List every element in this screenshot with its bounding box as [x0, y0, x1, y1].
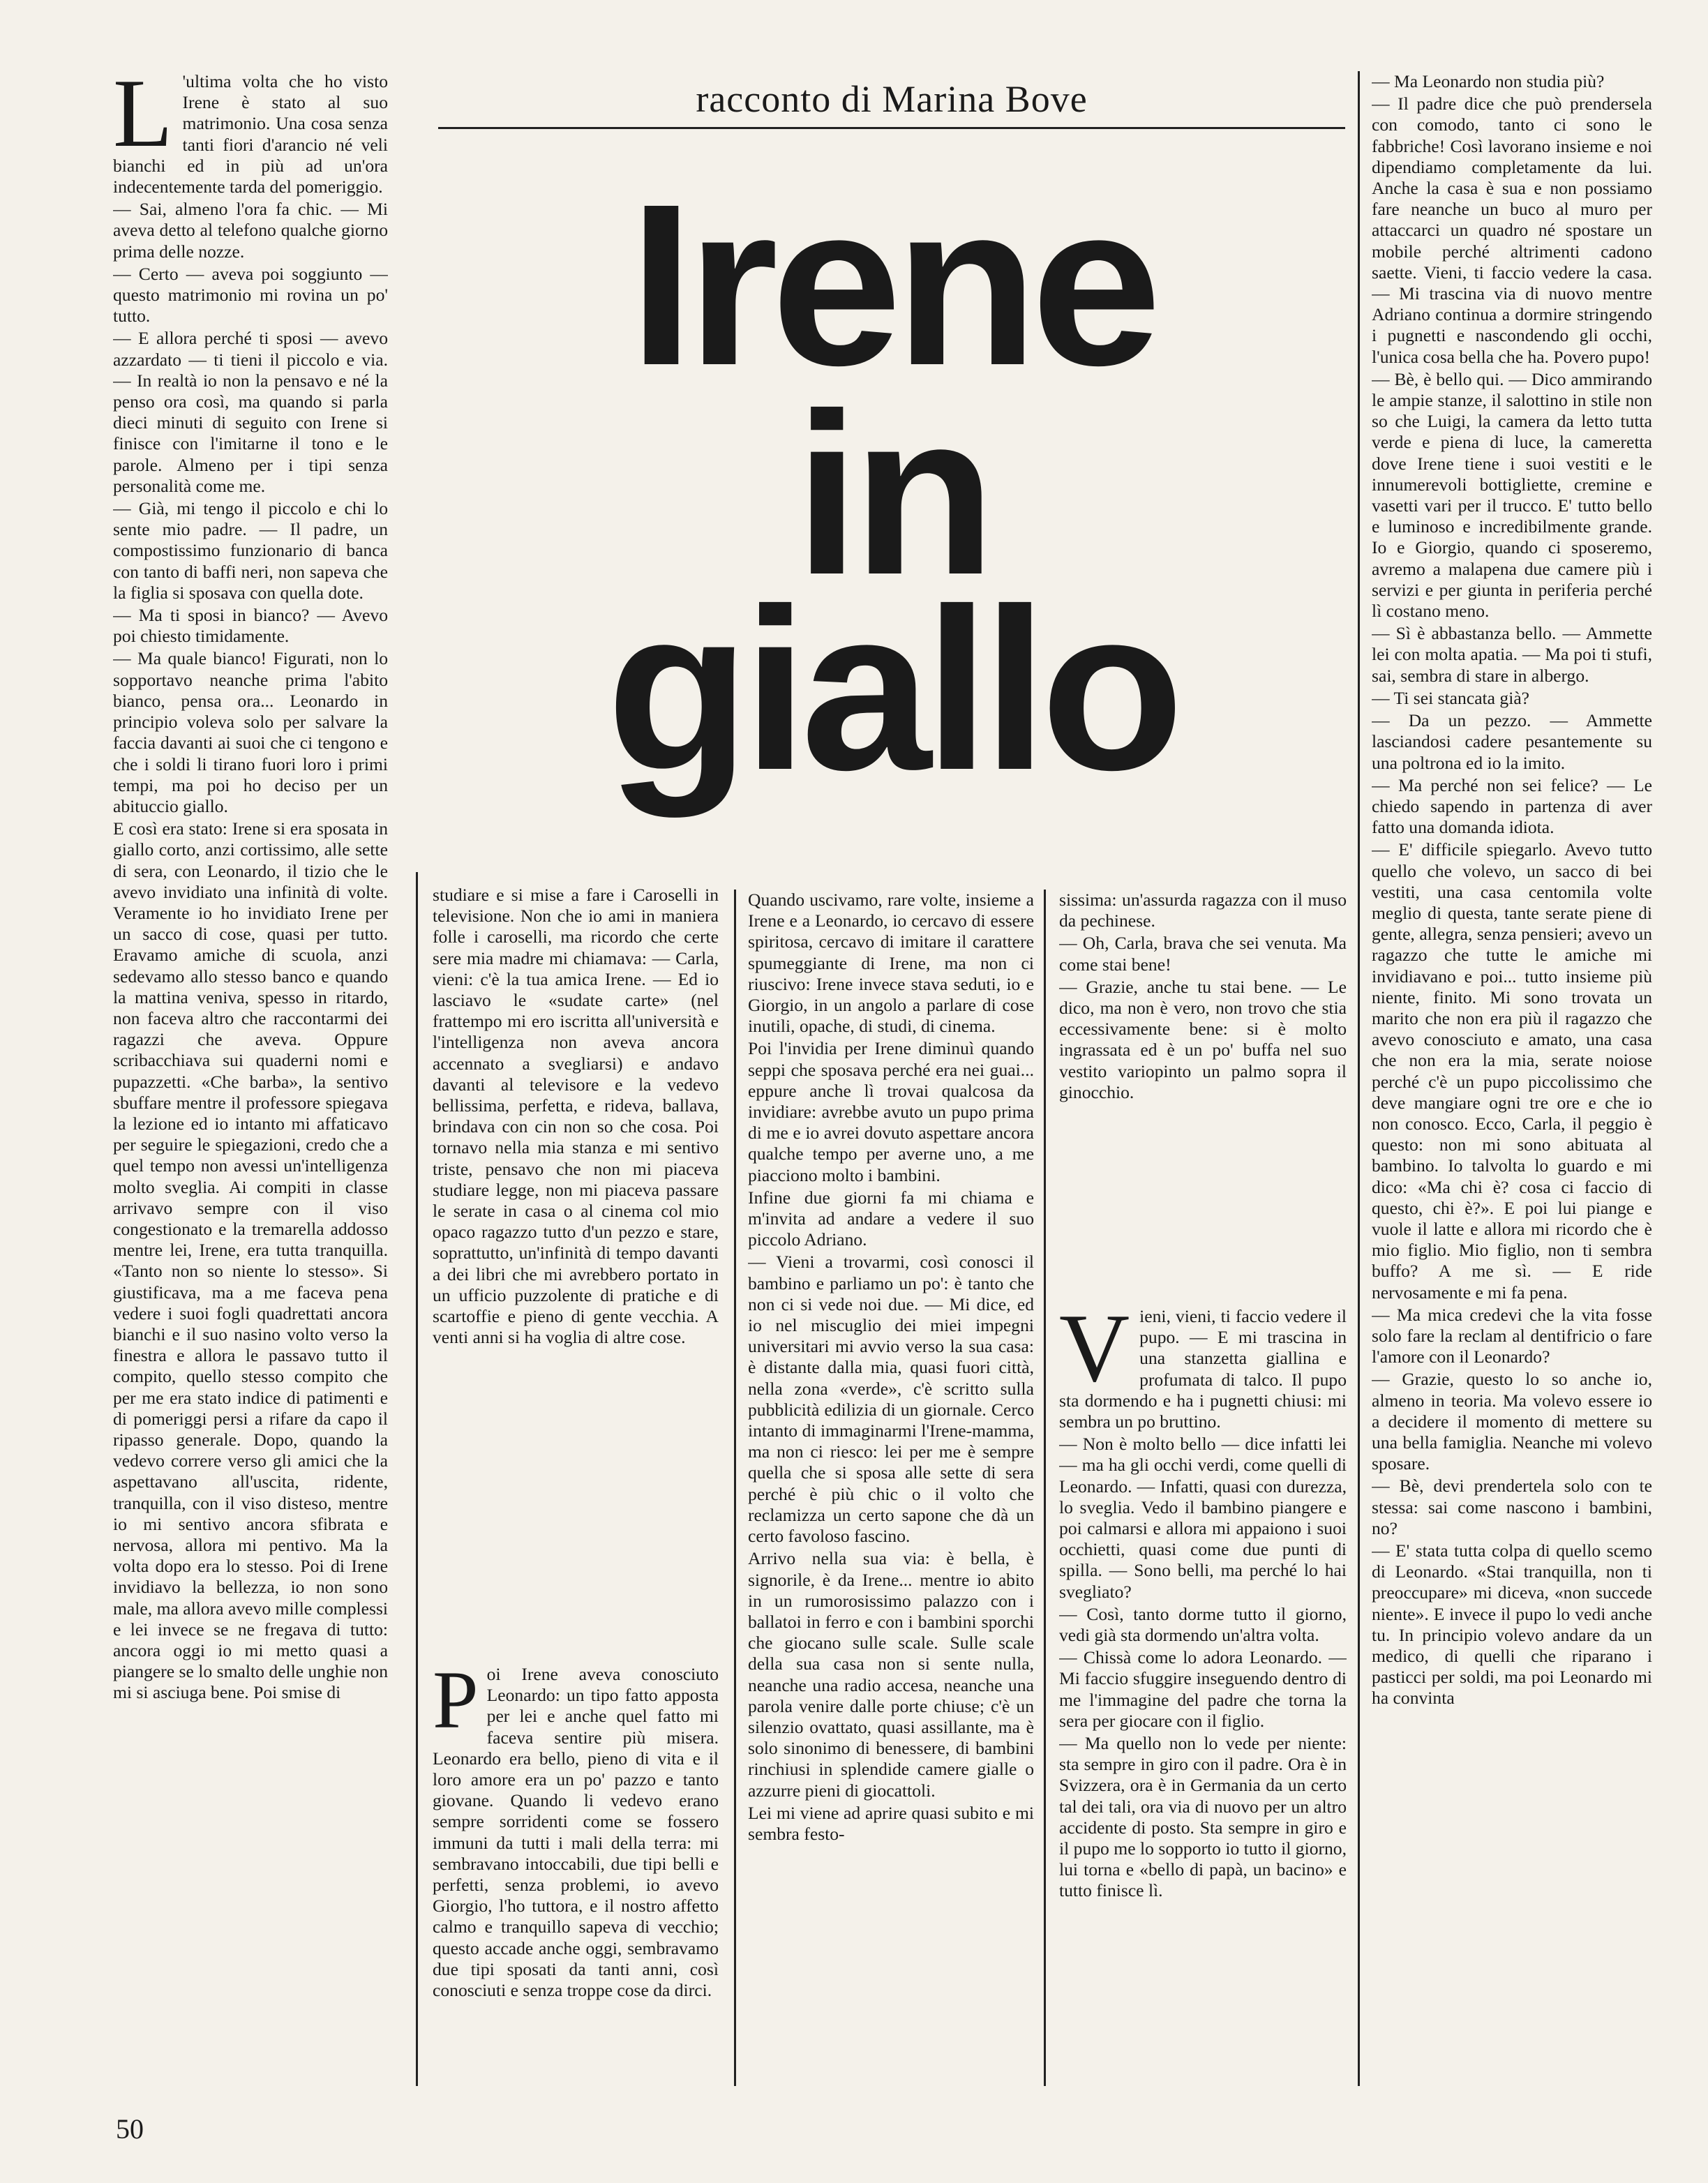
paragraph: — Certo — aveva poi soggiunto — questo matrimonio mi rovina un po' tutto.: [113, 263, 388, 327]
paragraph: — Ma quello non lo vede per niente: sta sempre in giro con il padre. Ora è in Svizzera, ora è in Germania da un certo tal dei tali, ora via di nuovo per un altro accidente di posto. Sta sempre in giro e il pupo me lo sopporto io tutto il giorno, lui torna e «bello di papà, un bacino» e tutto finisce lì.: [1059, 1733, 1347, 1901]
paragraph: — Il padre dice che può prendersela con comodo, tanto ci sono le fabbriche! Così lavorano insieme e noi dipendiamo completamente da lui. Anche la casa è sua e non possiamo fare neanche un buco al muro per attaccarci un quadro né spostare un mobile perché altrimenti cadono saette. Vieni, ti faccio vedere la casa. — Mi trascina via di nuovo mentre Adriano continua a dormire stringendo i pugnetti e nascondendo gli occhi, l'unica cosa bella che ha. Povero pupo!: [1372, 93, 1652, 367]
paragraph: studiare e si mise a fare i Caroselli in televisione. Non che io ami in maniera folle i caroselli, ma ricordo che certe sere mia madre mi chiamava: — Carla, vieni: c'è la tua amica Irene. — Ed io lasciavo le «sudate carte» (nel frattempo mi ero iscritta all'università e l'intelligenza non aveva ancora accennato a svegliarsi) e andavo davanti al televisore e la vedevo bellissima, perfetta, e rideva, ballava, brindava con cin non so che cosa. Poi tornavo nella mia stanza e mi sentivo triste, pensavo che non mi piaceva studiare legge, non mi piaceva passare le serate in casa o al cinema col mio opaco ragazzo tutto d'un pezzo e stare, soprattutto, un'infinità di tempo davanti a dei libri che mi avrebbero portato in un ufficio puzzolente di pratiche e di scartoffie e pieno di gente vecchia. A venti anni si ha voglia di altre cose.: [433, 885, 719, 1348]
paragraph: — Ma quale bianco! Figurati, non lo sopportavo neanche prima l'abito bianco, pensa ora... Leonardo in principio voleva solo per salvare la faccia davanti ai suoi che ci tengono e che i soldi li tirano fuori loro i primi tempi, ma poi ho deciso per un abituccio giallo.: [113, 648, 388, 816]
byline: racconto di Marina Bove: [438, 71, 1345, 129]
paragraph: — Bè, devi prendertela solo con te stessa: sai come nascono i bambini, no?: [1372, 1476, 1652, 1538]
paragraph: — Vieni a trovarmi, così conosci il bambino e parliamo un po': è tanto che non ci si vede noi due. — Mi dice, ed io nel miscuglio dei miei impegni universitari mi avvio verso la sua casa: è distante dalla mia, quasi fuori città, nella zona «verde», c'è scritto sulla pubblicità edilizia di un giornale. Cerco intanto di immaginarmi l'Irene-mamma, ma non ci riesco: lei per me è sempre quella che si sposa alle sette di sera perché è più chic o il volto che reclamizza un certo sapone che dà un certo favoloso fascino.: [748, 1252, 1034, 1547]
paragraph: Infine due giorni fa mi chiama e m'invita ad andare a vedere il suo piccolo Adriano.: [748, 1187, 1034, 1250]
paragraph: Poi l'invidia per Irene diminuì quando seppi che sposava perché era nei guai... eppure anche lì trovai qualcosa da invidiare: avrebbe avuto un pupo prima di me e io avrei dovuto aspettare ancora qualche tempo per averne uno, a me piacciono molto i bambini.: [748, 1038, 1034, 1185]
paragraph: — Bè, è bello qui. — Dico ammirando le ampie stanze, il salottino in stile non so che Luigi, la camera da letto tutta verde e piena di luce, la cameretta dove Irene tiene i suoi vestiti e le innumerevoli bottigliette, cremine e vasetti vari per il trucco. E' tutto bello e luminoso e incredibilmente grande. Io e Giorgio, quando ci sposeremo, avremo a malapena due camere più i servizi e per giunta in periferia perché lì costano meno.: [1372, 368, 1652, 622]
page-number: 50: [116, 2113, 144, 2145]
column-1: [113, 71, 388, 2084]
paragraph: Quando uscivamo, rare volte, insieme a Irene e a Leonardo, io cercavo di essere spiritosa, cercavo di imitare il carattere spumeggiante di Irene, ma non ci riuscivo: Irene invece stava seduti, io e Giorgio, in un angolo a parlare di cose inutili, opache, di studi, di cinema.: [748, 890, 1034, 1037]
paragraph: — Ma perché non sei felice? — Le chiedo sapendo in partenza di aver fatto una domanda idiota.: [1372, 774, 1652, 838]
column-2-lower: [433, 1664, 719, 2084]
paragraph: ieni, vieni, ti faccio vedere il pupo. — E mi trascina in una stanzetta giallina e profumata di talco. Il pupo sta dormendo e ha i pugnetti chiusi: mi sembra un po bruttino.: [1059, 1306, 1347, 1432]
column-rule: [416, 872, 418, 2086]
paragraph: — Sai, almeno l'ora fa chic. — Mi aveva detto al telefono qualche giorno prima delle nozze.: [113, 199, 388, 262]
paragraph: — Ma ti sposi in bianco? — Avevo poi chiesto timidamente.: [113, 605, 388, 647]
paragraph: 'ultima volta che ho visto Irene è stato al suo matrimonio. Una cosa senza tanti fiori d'arancio né veli bianchi ed in più ad un'ora indecentemente tarda del pomeriggio.: [113, 71, 388, 197]
dropcap-v: V: [1059, 1306, 1130, 1402]
paragraph: Lei mi viene ad aprire quasi subito e mi sembra festo-: [748, 1802, 1034, 1844]
dropcap-l: L: [113, 71, 173, 167]
column-4-lower: [1059, 1306, 1347, 2084]
column-3: [748, 890, 1034, 2084]
column-rule: [1358, 71, 1360, 2086]
paragraph: — Grazie, questo lo so anche io, almeno in teoria. Ma volevo essere io a decidere il momento di mettere su una bella famiglia. Neanche mi volevo sposare.: [1372, 1369, 1652, 1474]
paragraph: — Oh, Carla, brava che sei venuta. Ma come stai bene!: [1059, 933, 1347, 975]
paragraph: — E allora perché ti sposi — avevo azzardato — ti tieni il piccolo e via. — In realtà io non la pensavo e né la penso ora così, ma quando si parla dieci minuti di seguito con Irene si finisce con l'imitarne il tono e le parole. Almeno per i tipi senza personalità come me.: [113, 328, 388, 496]
paragraph: — Chissà come lo adora Leonardo. — Mi faccio sfuggire inseguendo dentro di me l'immagine del padre che torna la sera per giocare con il figlio.: [1059, 1647, 1347, 1731]
paragraph: — Già, mi tengo il piccolo e chi lo sente mio padre. — Il padre, un compostissimo funzionario di banca con tanto di baffi neri, non sapeva che la figlia si sposava con quella dote.: [113, 498, 388, 603]
paragraph: E così era stato: Irene si era sposata in giallo corto, anzi cortissimo, alle sette di sera, con Leonardo, il tizio che le avevo invidiato una infinità di volte. Veramente io ho invidiato Irene per un sacco di cose, quasi per tutto. Eravamo amiche di scuola, anzi sedevamo allo stesso banco e quando la mattina veniva, spesso in ritardo, non faceva altro che raccontarmi dei ragazzi che aveva. Oppure scribacchiava sui quaderni nomi e pupazzetti. «Che barba», la sentivo sbuffare mentre il professore spiegava la lezione ed io intanto mi affaticavo per seguire le spiegazioni, credo che a quel tempo non avessi un'intelligenza molto sveglia. Ai compiti in classe arrivavo sempre con il viso congestionato e la tremarella addosso mentre lei, Irene, era tutta tranquilla. «Tanto non so niente lo stesso». Si giustificava, ma a me faceva pena vedere i suoi fogli quadrettati ancora bianchi e il suo nasino volto verso la finestra e allora le passavo tutto il compito, quello stesso compito che per me era stato indice di patimenti e di pomeriggi persi a rifare da capo il ripasso generale. Dopo, quando la vedevo correre verso gli amici che la aspettavano all'uscita, ridente, tranquilla, con il viso disteso, mentre io mi sentivo ancora sfibrata e nervosa, allora mi pentivo. Ma la volta dopo era lo stesso. Poi di Irene invidiavo la bellezza, io non sono male, ma allora avevo mille complessi e lei invece se ne fregava di tutto: ancora oggi io mi metto quasi a piangere se lo smalto delle unghie non mi si asciuga bene. Poi smise di: [113, 818, 388, 1703]
column-rule: [734, 890, 736, 2086]
paragraph: — E' stata tutta colpa di quello scemo di Leonardo. «Stai tranquilla, non ti preoccupare» mi diceva, «non succede niente». E invece il pupo lo vedi anche tu. In principio volevo andare da un medico, di quelli che riparano i pasticci per soldi, ma poi Leonardo mi ha convinta: [1372, 1540, 1652, 1709]
paragraph: sissima: un'assurda ragazza con il muso da pechinese.: [1059, 890, 1347, 931]
paragraph: oi Irene aveva conosciuto Leonardo: un tipo fatto apposta per lei e anche quel fatto mi faceva sentire più misera. Leonardo era bello, pieno di vita e il loro amore era un po' pazzo e tanto giovane. Quando li vedevo erano sempre sorridenti come se fossero immuni da tutti i mali della terra: mi sembravano intoccabili, due tipi belli e perfetti, senza problemi, io avevo Giorgio, l'ho tuttora, e il nostro affetto calmo e tranquillo sapeva di vecchio; questo accade anche oggi, sembravamo due tipi sposati da tanti anni, così conosciuti e senza troppe cose da dirci.: [433, 1664, 719, 2001]
paragraph: — Grazie, anche tu stai bene. — Le dico, ma non è vero, non trovo che stia eccessivamente bene: si è molto ingrassata ed è un po' buffa nel suo vestito variopinto un palmo sopra il ginocchio.: [1059, 976, 1347, 1102]
paragraph: — Sì è abbastanza bello. — Ammette lei con molta apatia. — Ma poi ti stufi, sai, sembra di stare in albergo.: [1372, 623, 1652, 686]
dropcap-p: P: [433, 1664, 479, 1746]
title-line-1: Irene: [629, 156, 1155, 413]
column-2: [433, 885, 719, 1718]
paragraph: Arrivo nella sua via: è bella, è signorile, è da Irene... mentre io abito in un rumorosissimo palazzo con i ballatoi in ferro e con i bambini sporchi che giocano sulle scale. Sulle scale della sua casa non si sente nulla, neanche una radio accesa, neanche una parola venire dalle porte chiuse; c'è un silenzio ovattato, quasi assillante, ma è solo sinonimo di benessere, di bambini rinchiusi in splendide camere gialle o azzurre pieni di giocattoli.: [748, 1548, 1034, 1801]
title-line-2: in: [794, 365, 989, 622]
paragraph: — Ma mica credevi che la vita fosse solo fare la reclam al dentifricio o fare l'amore con il Leonardo?: [1372, 1304, 1652, 1367]
paragraph: — Ma Leonardo non studia più?: [1372, 71, 1605, 91]
paragraph: — Non è molto bello — dice infatti lei — ma ha gli occhi verdi, come quelli di Leonardo. — Infatti, quasi con durezza, lo sveglia. Vedo il bambino piangere e poi calmarsi e allora mi appaiono i suoi occhietti, quasi come due punti di spilla. — Sono belli, ma perché lo hai svegliato?: [1059, 1434, 1347, 1602]
paragraph: — Così, tanto dorme tutto il giorno, vedi già sta dormendo un'altra volta.: [1059, 1603, 1347, 1646]
paragraph: — Ti sei stancata già?: [1372, 687, 1530, 708]
column-rule: [1044, 890, 1046, 2086]
column-4: [1059, 890, 1347, 1141]
column-5: [1372, 71, 1652, 2084]
paragraph: — E' difficile spiegarlo. Avevo tutto quello che volevo, un sacco di bei vestiti, una casa centomila volte meglio di questa, tante serate piene di gente, allegra, senza pensieri; avevo un ragazzo che tutte le amiche mi invidiavano e poi... tutto insieme più niente, finito. Mi sono trovata un marito che non era più il ragazzo che avevo conosciuto e amato, una casa che non era la mia, serate noiose perché c'è un pupo piccolissimo che deve mangiare ogni tre ore e che io non conosco. Ecco, Carla, il peggio è questo: non mi sono abituata al bambino. Io talvolta lo guardo e mi dico: «Ma chi è? cosa ci faccio di questo, chi è?». E poi lui piange e vuole il latte e allora mi ricordo che è mio figlio. Mio figlio, non ti sembra buffo? A me sì. — E ride nervosamente e mi fa pena.: [1372, 839, 1652, 1303]
title-line-3: giallo: [606, 560, 1177, 818]
paragraph: — Da un pezzo. — Ammette lasciandosi cadere pesantemente su una poltrona ed io la imito.: [1372, 710, 1652, 773]
